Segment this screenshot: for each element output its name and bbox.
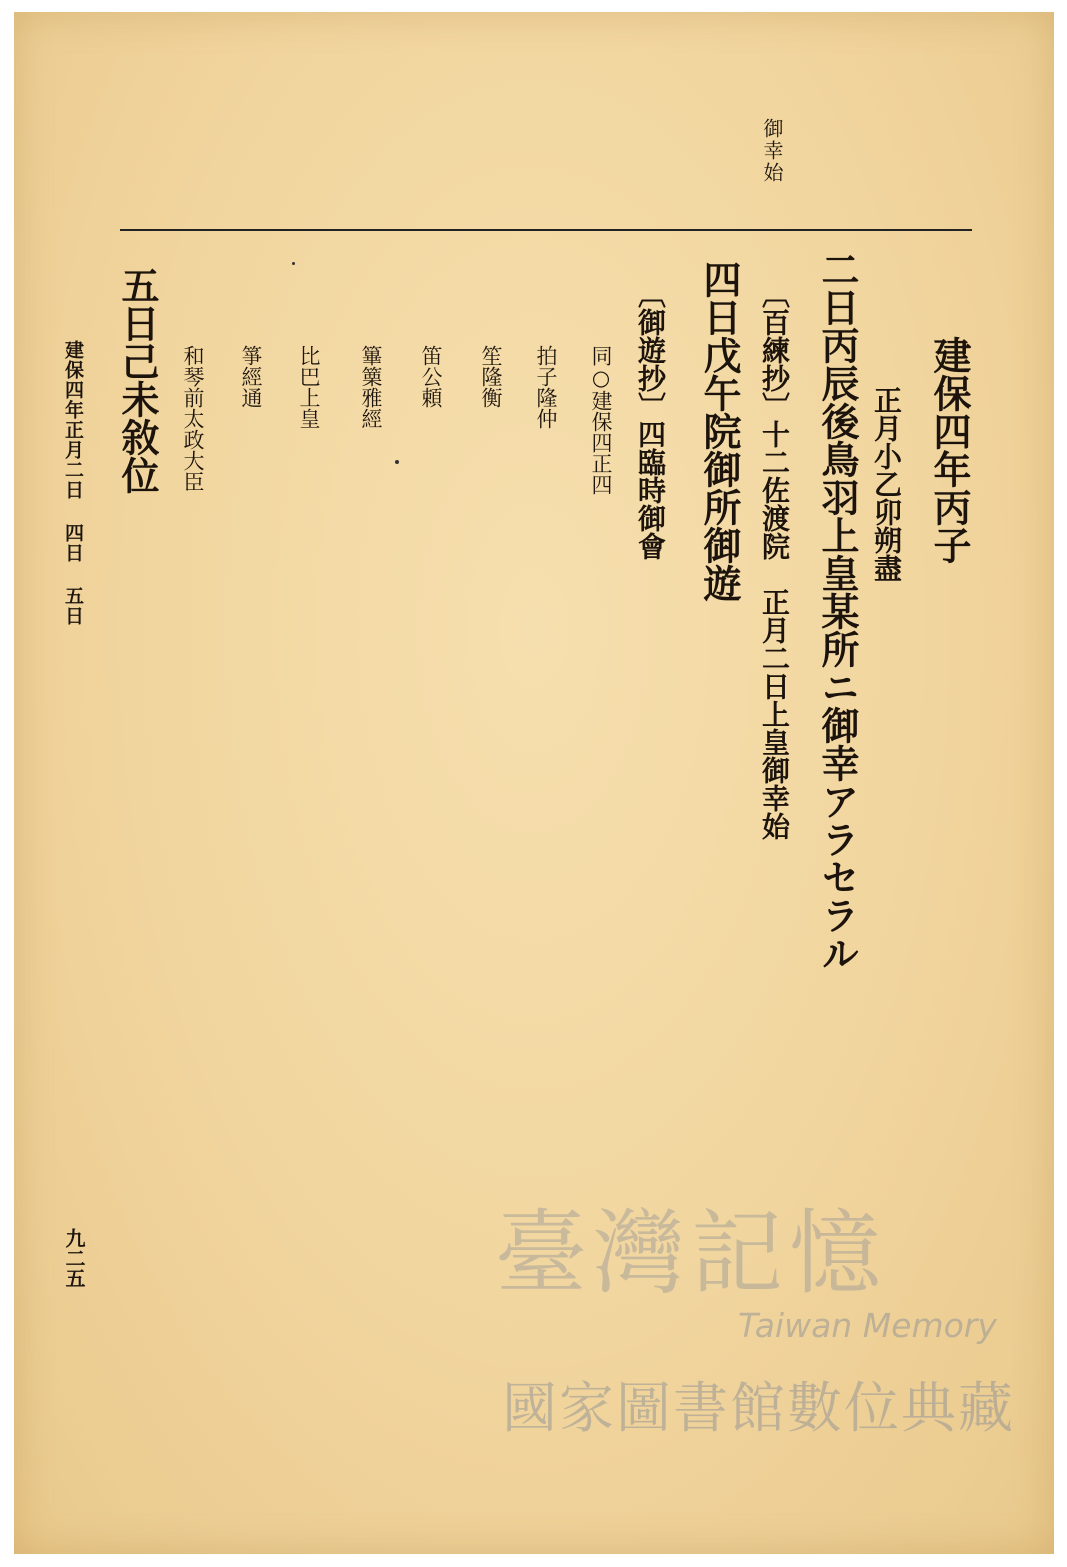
performer-biwa: 比巴上皇 (297, 345, 321, 429)
entry-day-4: 四日戊午院御所御遊 (697, 260, 742, 602)
margin-date-caption: 建保四年正月二日 四日 五日 (62, 340, 84, 626)
watermark-english: Taiwan Memory (738, 1306, 997, 1345)
ink-dot (395, 460, 399, 464)
header-rule (120, 229, 972, 231)
watermark-library: 國家圖書館數位典藏 (502, 1376, 1016, 1440)
performer-so: 箏經通 (239, 345, 263, 408)
watermark-chinese: 臺灣記憶 (495, 1200, 888, 1307)
entry-day-2: 二日丙辰後鳥羽上皇某所ニ御幸アラセラル (815, 250, 860, 972)
performer-wagon: 和琴前太政大臣 (181, 345, 205, 492)
source-hyakurensho: 〔百練抄〕十二佐渡院 正月二日上皇御幸始 (758, 280, 791, 840)
performer-hichiriki: 篳篥雅經 (359, 345, 383, 429)
entry-day-5: 五日己未敘位 (115, 266, 160, 494)
performer-sho: 笙隆衡 (479, 345, 503, 408)
source-gyoyusho: 〔御遊抄〕四臨時御會 (634, 280, 667, 560)
performer-hyoshi: 拍子隆仲 (534, 345, 558, 429)
performer-fue: 笛公頼 (419, 345, 443, 408)
page-number: 九二五 (62, 1228, 86, 1288)
date-note: 同○建保四正四 (589, 345, 613, 495)
running-title: 御幸始 (760, 118, 784, 184)
month-heading: 正月小乙卯朔盡 (870, 386, 903, 582)
ink-dot (292, 262, 295, 265)
era-heading: 建保四年丙子 (927, 336, 972, 564)
